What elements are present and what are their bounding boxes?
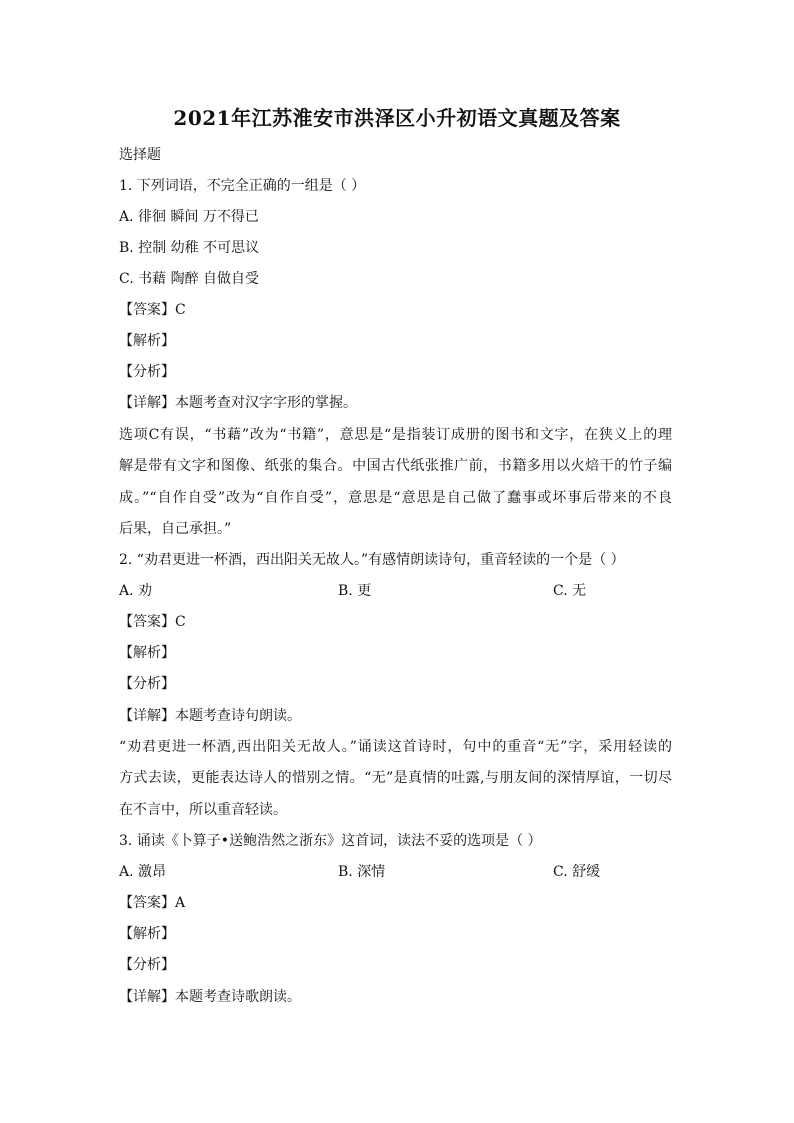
- q2-xiangjie: 【详解】本题考查诗句朗读。: [119, 708, 301, 724]
- q3-option-a: A. 激昂: [119, 864, 167, 880]
- q3-option-c: C. 舒缓: [553, 864, 601, 880]
- q2-stem: 2. “劝君更进一杯酒，西出阳关无故人。”有感情朗读诗句，重音轻读的一个是（ ）: [119, 552, 625, 568]
- q2-explanation-line: 在不言中，所以重音轻读。: [119, 802, 287, 818]
- q3-xiangjie: 【详解】本题考查诗歌朗读。: [119, 989, 301, 1005]
- q1-xiangjie: 【详解】本题考查对汉字字形的掌握。: [119, 395, 357, 411]
- q3-option-b: B. 深情: [338, 864, 386, 880]
- q1-answer: 【答案】C: [119, 302, 186, 318]
- q2-answer: 【答案】C: [119, 614, 186, 630]
- q1-explanation-line: 选项C有误，“书藉”改为“书籍”，意思是“是指装订成册的图书和文字，在狭义上的理: [119, 427, 672, 443]
- q3-jiexi: 【解析】: [119, 926, 175, 942]
- q1-jiexi: 【解析】: [119, 333, 175, 349]
- q1-option-b: B. 控制 幼稚 不可思议: [119, 240, 260, 256]
- q2-fenxi: 【分析】: [119, 676, 175, 692]
- q2-option-b: B. 更: [338, 583, 372, 599]
- q2-jiexi: 【解析】: [119, 645, 175, 661]
- q2-option-c: C. 无: [553, 583, 587, 599]
- q2-option-a: A. 劝: [119, 583, 153, 599]
- q1-option-a: A. 徘徊 瞬间 万不得已: [119, 209, 259, 225]
- q3-answer: 【答案】A: [119, 895, 186, 911]
- q2-explanation-line: 方式去读，更能表达诗人的惜别之情。“无”是真情的吐露,与朋友间的深情厚谊，一切尽: [119, 770, 672, 786]
- q3-fenxi: 【分析】: [119, 957, 175, 973]
- q1-stem: 1. 下列词语，不完全正确的一组是（ ）: [119, 178, 366, 194]
- section-heading: 选择题: [119, 147, 161, 163]
- q1-option-c: C. 书藉 陶醉 自做自受: [119, 271, 260, 287]
- q1-fenxi: 【分析】: [119, 364, 175, 380]
- q1-explanation-line: 成。”“自作自受”改为“自作自受”，意思是“意思是自己做了蠢事或坏事后带来的不良: [119, 490, 672, 506]
- q3-stem: 3. 诵读《卜算子•送鲍浩然之浙东》这首词，读法不妥的选项是（ ）: [119, 833, 542, 849]
- q2-explanation-line: “劝君更进一杯酒,西出阳关无故人。”诵读这首诗时，句中的重音“无”字，采用轻读的: [119, 739, 672, 755]
- q1-explanation-line: 解是带有文字和图像、纸张的集合。中国古代纸张推广前，书籍多用以火焙干的竹子编: [119, 458, 672, 474]
- page-title: 2021年江苏淮安市洪泽区小升初语文真题及答案: [173, 106, 621, 130]
- q1-explanation-line: 后果，自己承担。”: [119, 521, 232, 537]
